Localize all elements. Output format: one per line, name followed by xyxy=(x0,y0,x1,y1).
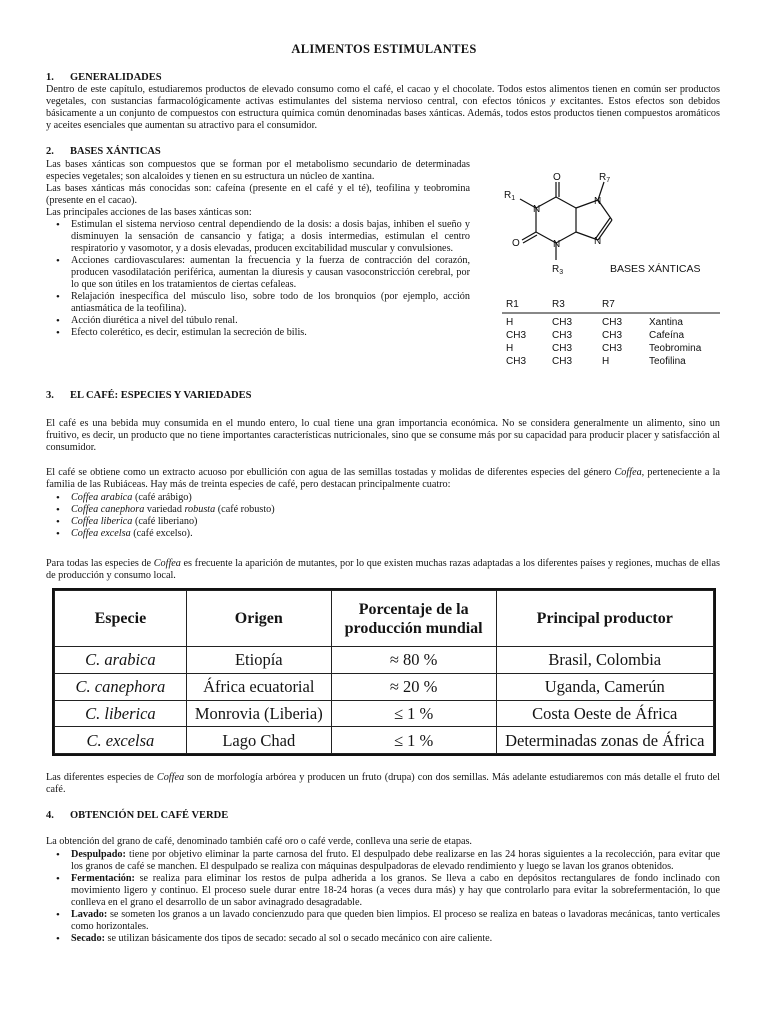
table-cell: Determinadas zonas de África xyxy=(496,727,713,754)
list-item: • Coffea canephora variedad robusta (café robusto) xyxy=(51,504,451,516)
section-heading-bases-xanticas xyxy=(46,146,161,158)
column-header: R7 xyxy=(602,299,615,310)
text-run: El café se obtiene como un extracto acuoso por ebullición con agua de las semillas tostadas y molidas de diferentes especies del género xyxy=(46,467,615,478)
r7-label: $R_7$ xyxy=(599,172,611,184)
bases-xanticas-text xyxy=(46,159,470,339)
steps-block xyxy=(51,849,720,945)
list-item: • Relajación inespecífica del músculo liso, sobre todo de los bronquios (por ejemplo, acción antiasmática de la teofilina). xyxy=(51,291,470,315)
list-item: • Estimulan el sistema nervioso central dependiendo de la dosis: a dosis bajas, inhiben el sueño y disminuyen la sensación de cansancio y fatiga; a dosis intermedias, estimulan el centro respiratorio y vasomotor, y a dosis elevadas, producen excitabilidad muscular y convulsiones. xyxy=(51,219,470,255)
text-run-italic: Coffea, xyxy=(614,467,645,478)
molecule-bonds xyxy=(520,182,612,260)
atom-label: N xyxy=(594,236,602,247)
column-header: R1 xyxy=(506,299,519,310)
column-header: Porcentaje de la producción mundial xyxy=(331,591,496,647)
paragraph-cafe-obtencion xyxy=(46,467,720,491)
atom-label: O xyxy=(553,172,561,183)
table-cell: Monrovia (Liberia) xyxy=(186,700,331,727)
list-item: • Despulpado: tiene por objetivo eliminar la parte carnosa del fruto. El despulpado debe realizarse en las 24 horas siguientes a la recolección, para evitar que los granos de café se manchen. El despulpado se realiza con máquinas despulpadoras de elevado rendimiento y luego se lavan los granos obtenidos. xyxy=(51,849,720,873)
paragraph-cafe-intro: El café es una bebida muy consumida en el mundo entero, lo cual tiene una gran importancia económica. No se considera generalmente un alimento, sino un fruitivo, es decir, un producto que no tiene importantes características nutricionales, sino que se consume más por su capacidad para producir placer y satisfacción al consumidor. xyxy=(46,418,720,453)
section-title: BASES XÁNTICAS xyxy=(70,146,161,157)
list-item: • Efecto colerético, es decir, estimulan la secreción de bilis. xyxy=(51,327,470,339)
r3-label: $R_3$ xyxy=(552,264,564,276)
section-heading-cafe-verde xyxy=(46,810,228,822)
page-title: ALIMENTOS ESTIMULANTES xyxy=(291,42,477,56)
table-cell: Etiopía xyxy=(186,647,331,674)
list-item: • Secado: se utilizan básicamente dos tipos de secado: secado al sol o secado mecánico con aire caliente. xyxy=(51,933,720,945)
column-header: R3 xyxy=(552,299,565,310)
actions-list xyxy=(51,219,470,339)
table-cell: ≈ 20 % xyxy=(331,673,496,700)
paragraph-morfologia xyxy=(46,772,720,796)
table-cell: H xyxy=(506,343,514,354)
section-number: 2. xyxy=(46,146,54,157)
atom-label: N xyxy=(594,196,602,207)
paragraph: Las bases xánticas son compuestos que se forman por el metabolismo secundario de determinadas especies vegetales; son alcaloides y tienen en su estructura un núcleo de xantina. xyxy=(46,159,470,182)
paragraph-generalidades xyxy=(46,84,720,132)
text-run: Para todas las especies de xyxy=(46,558,154,569)
table-cell: C. canephora xyxy=(55,673,187,700)
table-header-row xyxy=(55,591,714,647)
substituent-table xyxy=(502,299,720,367)
atom-label: N xyxy=(533,204,541,215)
paragraph: Las bases xánticas más conocidas son: cafeína (presente en el café y el té), teofilina y teobromina (presente en el cacao). xyxy=(46,183,470,206)
section-title: OBTENCIÓN DEL CAFÉ VERDE xyxy=(70,810,229,821)
text-run-italic: Coffea xyxy=(156,772,185,783)
section-heading-generalidades xyxy=(46,72,162,84)
xanthine-structure-figure xyxy=(494,168,724,378)
table-row xyxy=(55,727,714,754)
steps-list xyxy=(51,849,720,945)
section-number: 4. xyxy=(46,810,54,821)
table-cell: ≤ 1 % xyxy=(331,727,496,754)
table-cell: C. liberica xyxy=(55,700,187,727)
table-cell: ≤ 1 % xyxy=(331,700,496,727)
section-number: 3. xyxy=(46,390,54,401)
xanthine-structure-svg xyxy=(494,168,724,378)
text-run: perteneciente a la familia de las Rubiáceas. Hay más de treinta especies de café, pero destacan principalmente cuatro: xyxy=(46,467,720,490)
section-title: EL CAFÉ: ESPECIES Y VARIEDADES xyxy=(70,390,252,401)
table-cell: Brasil, Colombia xyxy=(496,647,713,674)
table-cell: CH3 xyxy=(602,317,623,328)
table-cell: Costa Oeste de África xyxy=(496,700,713,727)
list-item: • Lavado: se someten los granos a un lavado concienzudo para que queden bien limpios. El proceso se realiza en bateas o lavadoras mecánicas, tanto verticales como horizontales. xyxy=(51,909,720,933)
atom-label: N xyxy=(553,239,561,250)
table-cell: C. arabica xyxy=(55,647,187,674)
figure-caption: BASES XÁNTICAS xyxy=(610,263,701,275)
list-item: • Coffea excelsa (café excelso). xyxy=(51,528,451,540)
text-run: excitantes. Estos efectos son debidos básicamente a un conjunto de compuestos con estructura química común denominadas bases xánticas. Además, todos estos productos tienen compuestos aromáticos y aceites esenciales que aumentan su atractivo para el consumidor. xyxy=(46,96,720,131)
text-run: Las diferentes especies de xyxy=(46,772,157,783)
table-row xyxy=(55,700,714,727)
table-cell: Xantina xyxy=(649,317,683,328)
table-cell: Lago Chad xyxy=(186,727,331,754)
table-cell: CH3 xyxy=(506,356,527,367)
list-item: • Coffea liberica (café liberiano) xyxy=(51,516,451,528)
table-cell: Uganda, Camerún xyxy=(496,673,713,700)
section-heading-cafe-especies xyxy=(46,390,251,402)
species-list-block xyxy=(51,492,451,540)
column-header: Principal productor xyxy=(496,591,713,647)
section-title: GENERALIDADES xyxy=(70,72,162,83)
r1-label: $R_1$ xyxy=(504,190,516,202)
text-run-italic: Coffea xyxy=(153,558,181,569)
section-number: 1. xyxy=(46,72,54,83)
text-run: son de morfología arbórea y producen un fruto (drupa) con dos semillas. Más adelante estudiaremos con más detalle el fruto del café. xyxy=(46,772,720,795)
table-cell: H xyxy=(602,356,610,367)
table-cell: CH3 xyxy=(552,317,573,328)
table-cell: CH3 xyxy=(602,343,623,354)
table-cell: CH3 xyxy=(552,343,573,354)
table-cell: H xyxy=(506,317,514,328)
text-run-italic: y xyxy=(550,96,556,107)
table-row xyxy=(55,647,714,674)
table-cell: CH3 xyxy=(506,330,527,341)
paragraph: Las principales acciones de las bases xánticas son: xyxy=(46,207,252,218)
text-run: Dentro de este capítulo, estudiaremos productos de elevado consumo como el café, el cacao y el chocolate. Todos estos alimentos tienen en común ser productos vegetales, con sustancias farmacológicamente activas estimulantes del sistema nervioso central, con efectos tónicos xyxy=(46,84,720,107)
table-cell: CH3 xyxy=(552,330,573,341)
table-row xyxy=(55,673,714,700)
table-cell: ≈ 80 % xyxy=(331,647,496,674)
list-item: • Acciones cardiovasculares: aumentan la frecuencia y la fuerza de contracción del corazón, producen vasodilatación periférica, aumentan la diuresis y causan vasoconstricción cerebral, por lo que son útiles en los tratamientos de ciertas cefaleas. xyxy=(51,255,470,291)
column-header: Origen xyxy=(186,591,331,647)
table-cell: C. excelsa xyxy=(55,727,187,754)
list-item: • Acción diurética a nivel del túbulo renal. xyxy=(51,315,470,327)
table-cell: Teofilina xyxy=(649,356,686,367)
paragraph-cafe-verde: La obtención del grano de café, denominado también café oro o café verde, conlleva una serie de etapas. xyxy=(46,836,472,847)
table-cell: Teobromina xyxy=(649,343,702,354)
atom-label: O xyxy=(512,238,520,249)
list-item: • Fermentación: se realiza para eliminar los restos de pulpa adherida a los granos. Se lleva a cabo en depósitos rectangulares de fondo inclinado con movimiento ligero y continuo. El proceso suele durar entre 18-24 horas (a veces dura más) y hay que controlarlo para evitar la sobrefermentación, lo que conlleva en el grano el desarrollo de un sabor avinagrado desagradable. xyxy=(51,873,720,909)
species-table xyxy=(52,588,716,756)
text-run: es frecuente la aparición de mutantes, por lo que existen muchas razas adaptadas a los diferentes países y regiones, muchas de ellas de producción y consumo local. xyxy=(46,558,720,581)
list-item: • Coffea arabica (café arábigo) xyxy=(51,492,451,504)
column-header: Especie xyxy=(55,591,187,647)
table-cell: Cafeína xyxy=(649,330,685,341)
species-list xyxy=(51,492,451,540)
table-cell: CH3 xyxy=(552,356,573,367)
table-cell: África ecuatorial xyxy=(186,673,331,700)
paragraph-mutantes xyxy=(46,558,720,582)
table-cell: CH3 xyxy=(602,330,623,341)
